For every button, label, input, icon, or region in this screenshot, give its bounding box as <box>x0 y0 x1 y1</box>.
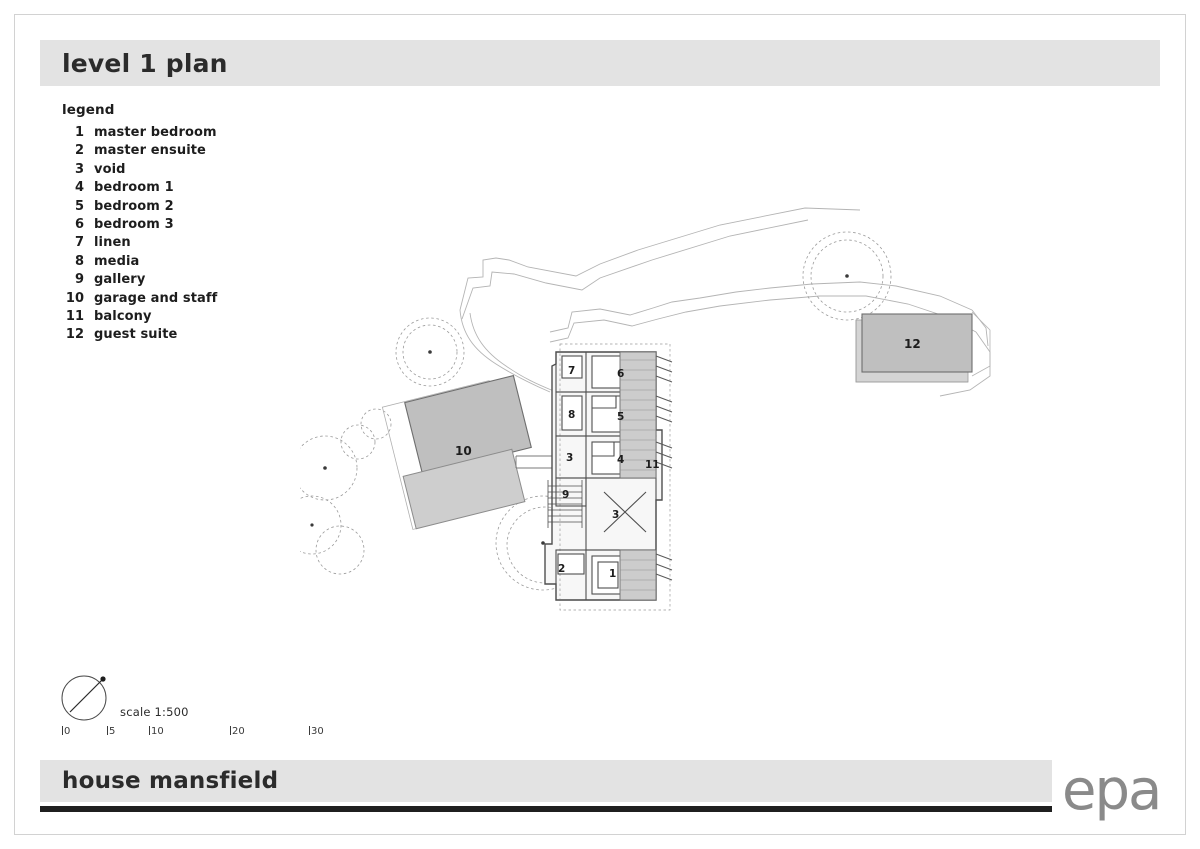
north-point <box>58 668 114 724</box>
legend-item-label: guest suite <box>94 327 178 343</box>
plan-label-4: 4 <box>617 454 625 466</box>
link-bridge <box>516 456 556 468</box>
plan-label-3: 3 <box>566 452 574 464</box>
legend-item-label: bedroom 3 <box>94 216 174 232</box>
plan-label-5: 5 <box>617 411 625 423</box>
scale-note: scale 1:500 <box>120 705 189 719</box>
legend-item-label: master ensuite <box>94 143 206 159</box>
balcony-band <box>620 352 656 600</box>
legend-item-number: 2 <box>74 143 84 159</box>
legend-item-number: 7 <box>74 235 84 251</box>
scale-tick-30: 30 <box>311 726 324 737</box>
plan-label-11: 11 <box>645 459 660 471</box>
plan-label-12: 12 <box>904 337 921 351</box>
legend-item-number: 12 <box>65 327 84 343</box>
legend-item-label: balcony <box>94 308 152 324</box>
sheet-title-band <box>40 40 1160 86</box>
scale-tick-10: 10 <box>151 726 164 737</box>
legend-heading: legend <box>62 102 115 118</box>
legend-item-label: gallery <box>94 272 146 288</box>
plan-label-2: 2 <box>558 563 566 575</box>
practice-logo: epa <box>1062 758 1161 823</box>
plan-label-1: 1 <box>609 568 617 580</box>
legend-item-number: 8 <box>74 253 84 269</box>
legend-item-3 <box>62 162 362 180</box>
scale-tick-0: 0 <box>64 726 71 737</box>
plan-label-9: 9 <box>562 489 570 501</box>
legend-item-label: linen <box>94 235 131 251</box>
legend-item-1 <box>62 125 362 143</box>
legend-item-label: bedroom 1 <box>94 180 174 196</box>
legend-item-number: 3 <box>74 161 84 177</box>
legend-item-number: 10 <box>65 290 84 306</box>
guest-suite-block <box>856 312 990 382</box>
plan-label-10: 10 <box>455 444 472 458</box>
scale-bar <box>62 726 362 744</box>
legend-item-number: 9 <box>74 272 84 288</box>
plan-label-3b: 3 <box>612 509 620 521</box>
legend-item-number: 1 <box>74 125 84 140</box>
legend-item-label: media <box>94 253 140 269</box>
project-name: house mansfield <box>62 768 279 794</box>
legend-item-label: master bedroom <box>94 125 217 140</box>
footer-rule <box>40 806 1052 812</box>
plan-label-8: 8 <box>568 409 576 421</box>
project-title-band <box>40 760 1052 802</box>
plan-label-7: 7 <box>568 365 576 377</box>
page-title: level 1 plan <box>62 49 228 78</box>
scale-tick-20: 20 <box>232 726 245 737</box>
legend-item-label: void <box>94 161 126 177</box>
legend-item-number: 11 <box>65 308 84 324</box>
floor-plan-drawing <box>300 180 1040 690</box>
legend-item-number: 6 <box>74 216 84 232</box>
legend-item-number: 4 <box>74 180 84 196</box>
scale-tick-5: 5 <box>109 726 116 737</box>
garage-block <box>382 376 531 530</box>
legend-item-label: garage and staff <box>94 290 218 306</box>
legend-item-number: 5 <box>74 198 84 214</box>
legend-item-label: bedroom 2 <box>94 198 174 214</box>
legend-item-2 <box>62 143 362 161</box>
plan-label-6: 6 <box>617 368 625 380</box>
